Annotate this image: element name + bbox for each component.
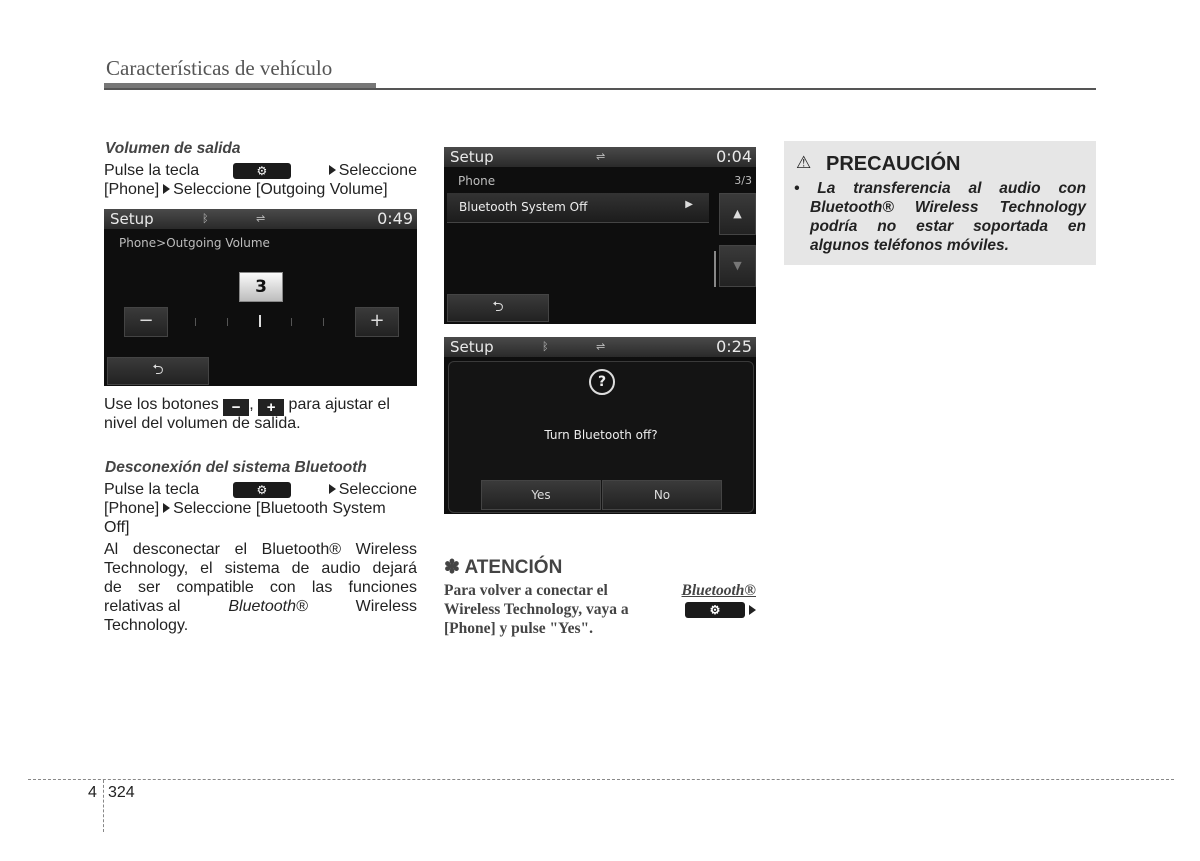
phone-label: [Phone] [104,181,160,198]
chapter-number: 4 [88,784,97,801]
attention-line1 [444,581,756,600]
screen-phone-menu [444,147,756,324]
caution-line: • La transferencia al audio con [794,180,1086,197]
volume-heading: Volumen de salida [105,140,241,157]
arrow-right-icon [749,605,756,615]
page-indicator: 3/3 [734,174,752,187]
attention-title: ✽ ATENCIÓN [444,557,563,578]
text-part: , [249,396,254,413]
volume-tick [227,318,228,326]
screen-breadcrumb: Phone>Outgoing Volume [119,236,270,250]
bt-instruction-line1 [104,480,417,499]
attention-line2 [444,600,756,619]
screen-breadcrumb: Phone [458,174,496,188]
bt-system-label: Seleccione [Bluetooth System [173,500,386,517]
caution-title: PRECAUCIÓN [826,153,961,175]
screen-clock: 0:04 [716,147,752,166]
setup-key-gear-icon: ⚙ [233,163,291,179]
text-part: Wireless [355,598,417,615]
no-button[interactable]: No [602,480,722,510]
arrow-right-icon [329,165,336,175]
screen-title: Setup [110,210,154,228]
menu-item-bluetooth-off[interactable] [447,193,709,223]
volume-minus-button[interactable]: − [124,307,168,337]
volume-tick [291,318,292,326]
warning-triangle-icon: ⚠ [796,153,812,172]
attention-line3: [Phone] y pulse "Yes". [444,620,593,637]
bluetooth-disconnect-heading: Desconexión del sistema Bluetooth [105,459,367,476]
screen-clock: 0:49 [377,209,413,228]
volume-instruction-line2 [104,180,388,199]
bt-paragraph-line1: Al desconectar el Bluetooth® Wireless [104,541,417,558]
bt-paragraph-line3: de ser compatible con las funciones [104,579,417,596]
text-part: Bluetooth® [228,598,308,615]
plus-key-icon: + [258,399,284,416]
caution-line: podría no estar soportada en [810,218,1086,235]
volume-tick-active [259,315,261,327]
caution-line: algunos teléfonos móviles. [810,237,1009,254]
volume-instr-select: Seleccione [338,162,417,179]
screen-outgoing-volume [104,209,417,386]
text-part: Use los botones [104,396,219,413]
text-part: para ajustar el [288,396,390,413]
arrow-right-icon [163,184,170,194]
text-part: Wireless Technology, vaya a [444,601,629,618]
volume-instr-text: Pulse la tecla [104,162,200,179]
volume-plus-button[interactable]: + [355,307,399,337]
scrollbar-thumb[interactable] [714,251,716,287]
menu-item-label: Bluetooth System Off [459,200,588,214]
bt-instr-text: Pulse la tecla [104,481,200,498]
volume-instruction-line1 [104,161,417,180]
volume-buttons-text-2: nivel del volumen de salida. [104,415,301,432]
screen-title: Setup [450,148,494,166]
scroll-up-button[interactable]: ▲ [719,193,756,235]
bt-paragraph-line4 [104,597,417,616]
footer-rule [28,779,1174,780]
text-part: Bluetooth® [681,582,756,599]
volume-tick [323,318,324,326]
question-icon: ? [589,369,615,395]
usb-icon: ⇌ [596,150,606,163]
caution-line: Bluetooth® Wireless Technology [810,199,1086,216]
bt-instruction-line2 [104,499,386,518]
back-button[interactable]: ⮌ [447,294,549,322]
yes-button[interactable]: Yes [481,480,601,510]
arrow-right-icon [163,503,170,513]
scroll-down-button[interactable]: ▼ [719,245,756,287]
chevron-right-icon: ▶ [685,199,693,210]
bt-instruction-line3: Off] [104,519,130,536]
header-rule [104,88,1096,90]
outgoing-volume-label: Seleccione [Outgoing Volume] [173,181,388,198]
bluetooth-icon: ᛒ [542,340,549,353]
dialog-question: Turn Bluetooth off? [544,428,658,442]
bt-instr-select: Seleccione [338,481,417,498]
phone-label: [Phone] [104,500,160,517]
bt-paragraph-line2: Technology, el sistema de audio dejará [104,560,417,577]
text-part: relativas al [104,598,181,615]
setup-key-gear-icon: ⚙ [233,482,291,498]
setup-key-gear-icon: ⚙ [685,602,745,618]
page-number: 324 [108,784,135,801]
back-button[interactable]: ⮌ [107,357,209,385]
usb-icon: ⇌ [256,212,266,225]
arrow-right-icon [329,484,336,494]
volume-value: 3 [239,272,283,302]
volume-buttons-text [104,395,417,416]
page-header-title: Características de vehículo [106,56,333,80]
minus-key-icon: − [223,399,249,416]
screen-title: Setup [450,338,494,356]
caution-box [784,141,1096,265]
screen-confirm-dialog [444,337,756,514]
caution-body [794,179,1086,255]
text-part: Para volver a conectar el [444,582,608,599]
footer-divider [103,780,104,832]
bluetooth-icon: ᛒ [202,212,209,225]
usb-icon: ⇌ [596,340,606,353]
volume-tick [195,318,196,326]
screen-clock: 0:25 [716,337,752,356]
confirm-dialog [448,361,754,513]
bt-paragraph-line5: Technology. [104,617,189,634]
